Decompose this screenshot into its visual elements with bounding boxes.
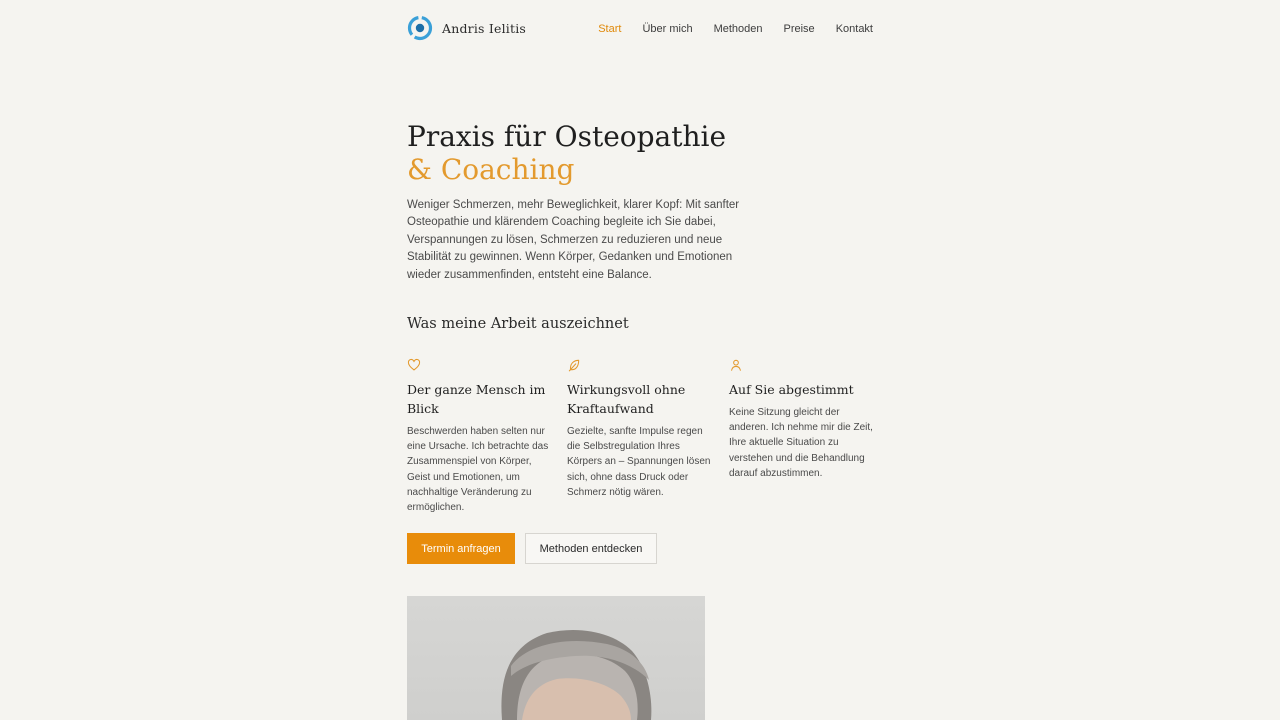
brand-name: Andris Ielitis <box>442 20 527 36</box>
brand-logo[interactable] <box>407 15 526 41</box>
feature-text: Gezielte, sanfte Impulse regen die Selbstregulation Ihres Körpers an – Spannungen lösen sich, ohne dass Druck oder Schmerz nötig wären. <box>567 426 711 498</box>
feature-title: Auf Sie abgestimmt <box>729 382 854 397</box>
feature-card <box>567 358 713 500</box>
heart-icon <box>407 358 421 372</box>
portrait-illustration <box>407 596 705 720</box>
feature-text: Keine Sitzung gleicht der anderen. Ich nehme mir die Zeit, Ihre aktuelle Situation zu verstehen und die Behandlung darauf abzustimmen. <box>729 407 873 479</box>
feather-icon <box>567 358 581 372</box>
nav-item-kontakt[interactable]: Kontakt <box>835 23 873 35</box>
feature-title: Wirkungsvoll ohne Kraftaufwand <box>567 382 686 416</box>
site-header <box>407 15 873 45</box>
hero-intro: Weniger Schmerzen, mehr Beweglichkeit, klarer Kopf: Mit sanfter Osteopathie und klärendem Coaching begleite ich Sie dabei, Verspannungen zu lösen, Schmerzen zu reduzieren und neue Stabilität zu gewinnen. Wenn Körper, Gedanken und Emotionen wieder zusammenfinden, entsteht eine Balance. <box>407 199 740 281</box>
nav-item-ueber-mich[interactable]: Über mich <box>642 23 693 35</box>
hero-title-accent: & Coaching <box>407 153 575 186</box>
hero-title <box>407 120 726 186</box>
nav-item-methoden[interactable]: Methoden <box>713 23 763 35</box>
feature-card <box>407 358 553 515</box>
hero-title-main: Praxis für Osteopathie <box>407 120 727 153</box>
circle-logo-icon <box>407 15 433 41</box>
nav-item-preise[interactable]: Preise <box>783 23 815 35</box>
feature-card <box>729 358 875 481</box>
request-appointment-button[interactable]: Termin anfragen <box>407 533 515 564</box>
nav-item-start[interactable]: Start <box>598 23 622 35</box>
feature-text: Beschwerden haben selten nur eine Ursache. Ich betrachte das Zusammenspiel von Körper, Geist und Emotionen, um nachhaltige Veränderung zu ermöglichen. <box>407 426 549 514</box>
person-icon <box>729 358 743 372</box>
discover-methods-button[interactable]: Methoden entdecken <box>525 533 657 564</box>
main-nav <box>577 23 873 35</box>
portrait-photo <box>407 596 705 720</box>
feature-title: Der ganze Mensch im Blick <box>407 382 546 416</box>
features-heading: Was meine Arbeit auszeichnet <box>407 316 629 332</box>
